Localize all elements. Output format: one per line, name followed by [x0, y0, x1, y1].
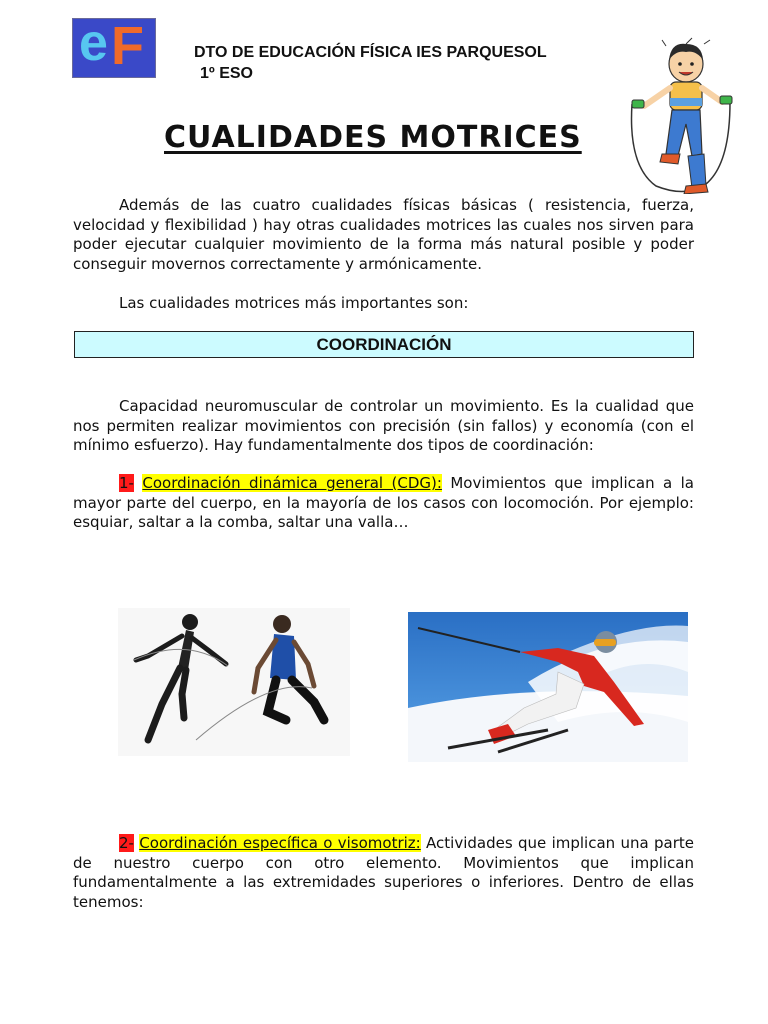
item-text-1: Movimientos que implican a la mayor parte del cuerpo, en la mayoría de los casos con locomoción. Por ejemplo: esquiar, saltar a la comba, saltar una valla… [73, 474, 694, 532]
jump-rope-kid-illustration [626, 36, 738, 194]
item-number-2: 2- [119, 834, 134, 852]
item-text-2: Actividades que implican una parte de nuestro cuerpo con otro elemento. Movimientos que implican fundamentalmente a las extremidades superiores o inferiores. Dentro de ellas tenemos: [73, 834, 694, 911]
item-term-1: Coordinación dinámica general (CDG): [142, 474, 442, 492]
school-logo [72, 18, 156, 78]
course-level: 1º ESO [200, 65, 253, 82]
section-heading-box [74, 331, 694, 358]
skier-photo [408, 612, 688, 762]
page-title: CUALIDADES MOTRICES [164, 120, 582, 155]
coordination-type-2 [73, 834, 694, 912]
item-number-1: 1- [119, 474, 134, 492]
department-header [194, 42, 547, 84]
intro-paragraph: Además de las cuatro cualidades físicas básicas ( resistencia, fuerza, velocidad y flexibilidad ) hay otras cualidades motrices las cuales nos sirven para poder ejecutar cualquier movimiento de la forma más natural posible y poder conseguir movernos correctamente y armónicamente. [73, 196, 694, 273]
qualities-lead: Las cualidades motrices más importantes son: [119, 294, 469, 312]
department-name: DTO DE EDUCACIÓN FÍSICA IES PARQUESOL [194, 44, 547, 61]
coordination-definition: Capacidad neuromuscular de controlar un movimiento. Es la cualidad que nos permiten realizar movimientos con precisión (sin fallos) y economía (con el mínimo esfuerzo). Hay fundamentalmente dos tipos de coordinación: [73, 397, 694, 455]
item-term-2: Coordinación específica o visomotriz: [139, 834, 421, 852]
coordination-type-1 [73, 474, 694, 533]
jump-rope-photo [118, 608, 350, 756]
logo-letter-f: F [111, 18, 144, 76]
logo-letter-e: e [79, 18, 108, 72]
section-heading: COORDINACIÓN [316, 335, 452, 354]
